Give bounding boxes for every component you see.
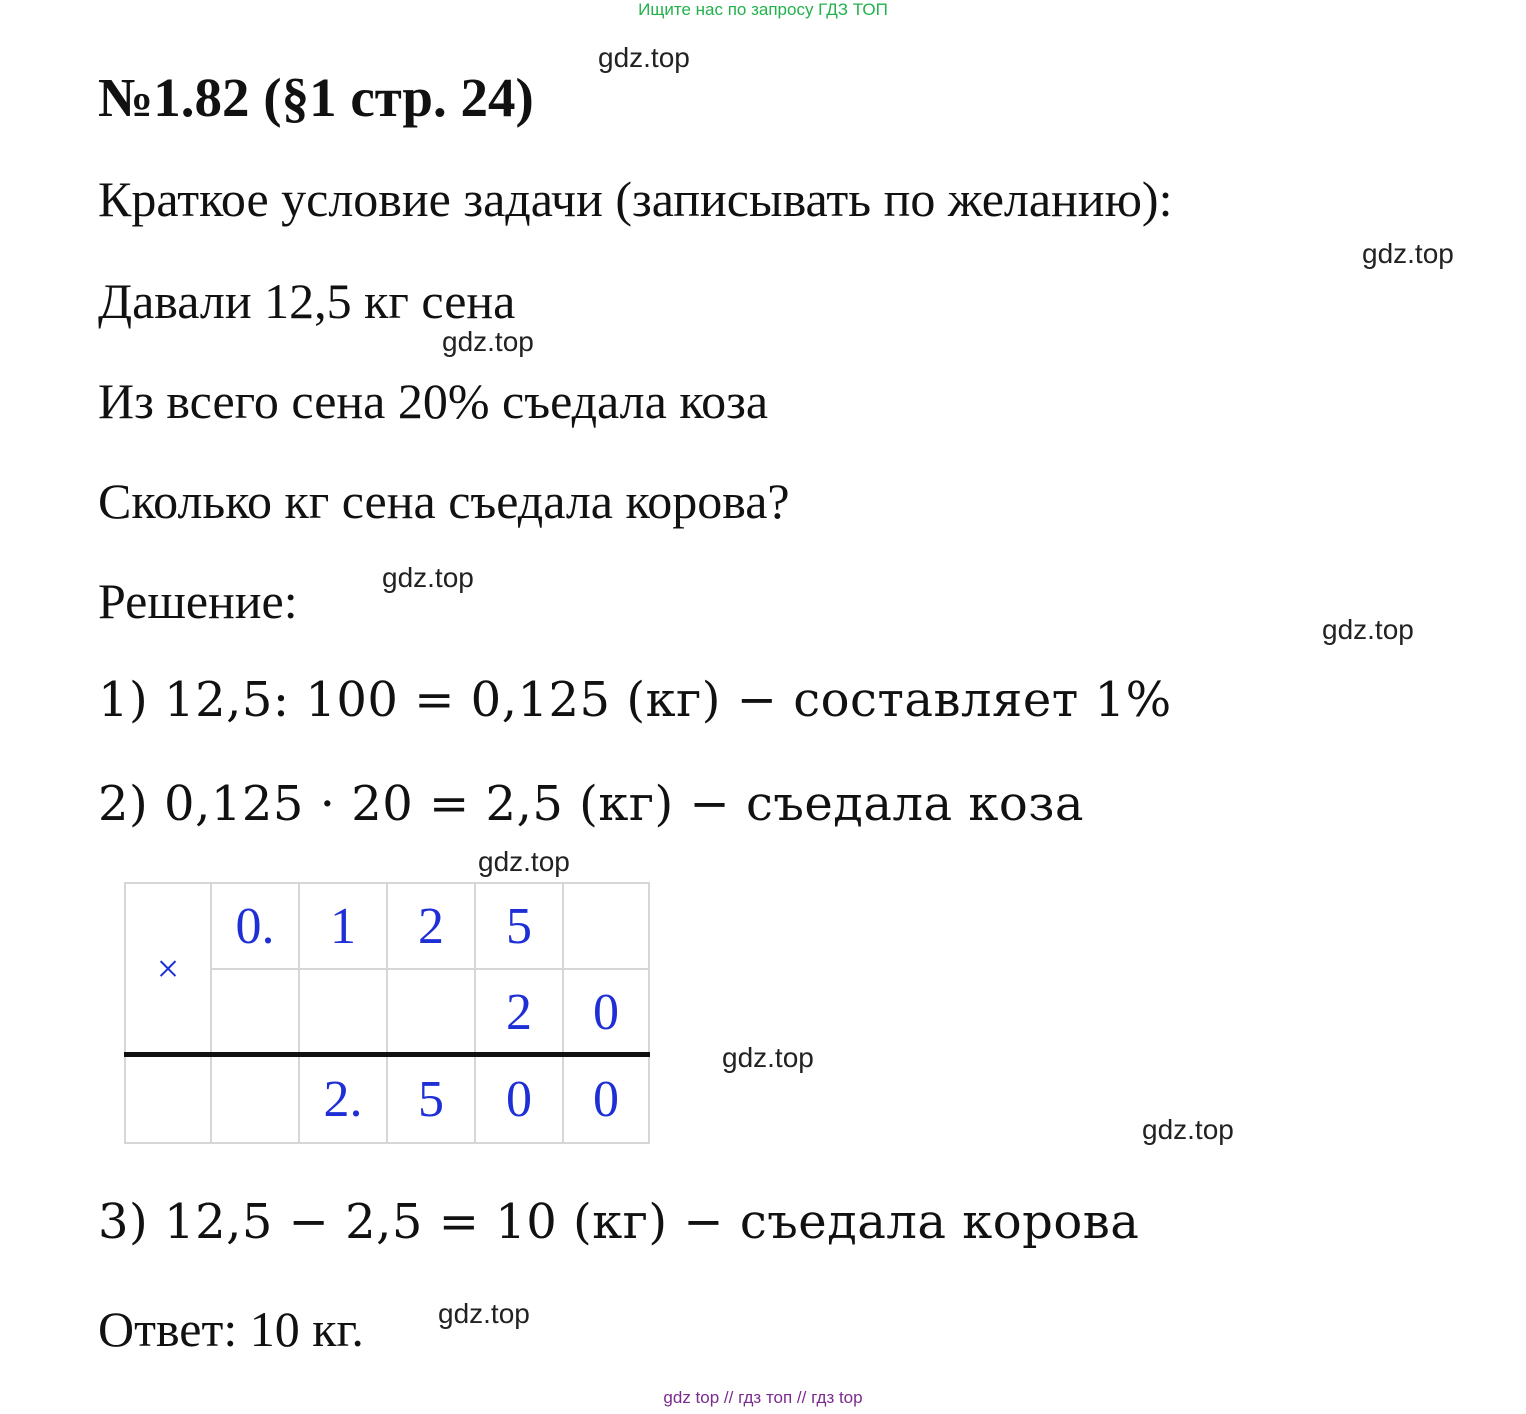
- multiplication-grid: [124, 882, 650, 1144]
- watermark: gdz.top: [1322, 614, 1414, 645]
- grid-cell: 5: [474, 882, 564, 970]
- answer: Ответ: 10 кг.: [98, 1301, 364, 1357]
- grid-cell: [298, 968, 388, 1056]
- grid-cell: 2: [474, 968, 564, 1056]
- grid-cell: 2.: [298, 1054, 388, 1144]
- condition-line-1: Давали 12,5 кг сена: [98, 273, 516, 329]
- multiply-sign: ×: [124, 882, 212, 1054]
- solution-step-2: 2) 0,125 · 20 = 2,5 (кг) − съедала коза: [98, 776, 1085, 832]
- top-banner: Ищите нас по запросу ГДЗ ТОП: [638, 0, 888, 19]
- grid-cell: [210, 1054, 300, 1144]
- watermark: gdz.top: [382, 562, 474, 593]
- bottom-banner: gdz top // гдз топ // гдз top: [663, 1388, 863, 1407]
- condition-heading: Краткое условие задачи (записывать по желанию):: [98, 171, 1173, 227]
- grid-cell: 2: [386, 882, 476, 970]
- watermark: gdz.top: [438, 1298, 530, 1329]
- watermark: gdz.top: [722, 1042, 814, 1073]
- watermark: gdz.top: [1362, 238, 1454, 269]
- grid-cell: [124, 1054, 212, 1144]
- solution-step-1: 1) 12,5: 100 = 0,125 (кг) − составляет 1%: [98, 672, 1172, 728]
- watermark: gdz.top: [1142, 1114, 1234, 1145]
- grid-cell: 0: [474, 1054, 564, 1144]
- grid-cell: 1: [298, 882, 388, 970]
- grid-cell: 5: [386, 1054, 476, 1144]
- watermark: gdz.top: [478, 846, 570, 877]
- grid-cell: [386, 968, 476, 1056]
- condition-line-2: Из всего сена 20% съедала коза: [98, 373, 769, 429]
- grid-cell: 0.: [210, 882, 300, 970]
- solution-heading: Решение:: [98, 573, 298, 629]
- result-rule: [124, 1052, 650, 1057]
- grid-cell: 0: [562, 968, 650, 1056]
- grid-cell: [562, 882, 650, 970]
- grid-cell: 0: [562, 1054, 650, 1144]
- watermark: gdz.top: [598, 42, 690, 73]
- condition-line-3: Сколько кг сена съедала корова?: [98, 473, 790, 529]
- watermark: gdz.top: [442, 326, 534, 357]
- grid-cell: [210, 968, 300, 1056]
- solution-step-3: 3) 12,5 − 2,5 = 10 (кг) − съедала корова: [98, 1194, 1140, 1250]
- page-title: №1.82 (§1 стр. 24): [98, 67, 534, 128]
